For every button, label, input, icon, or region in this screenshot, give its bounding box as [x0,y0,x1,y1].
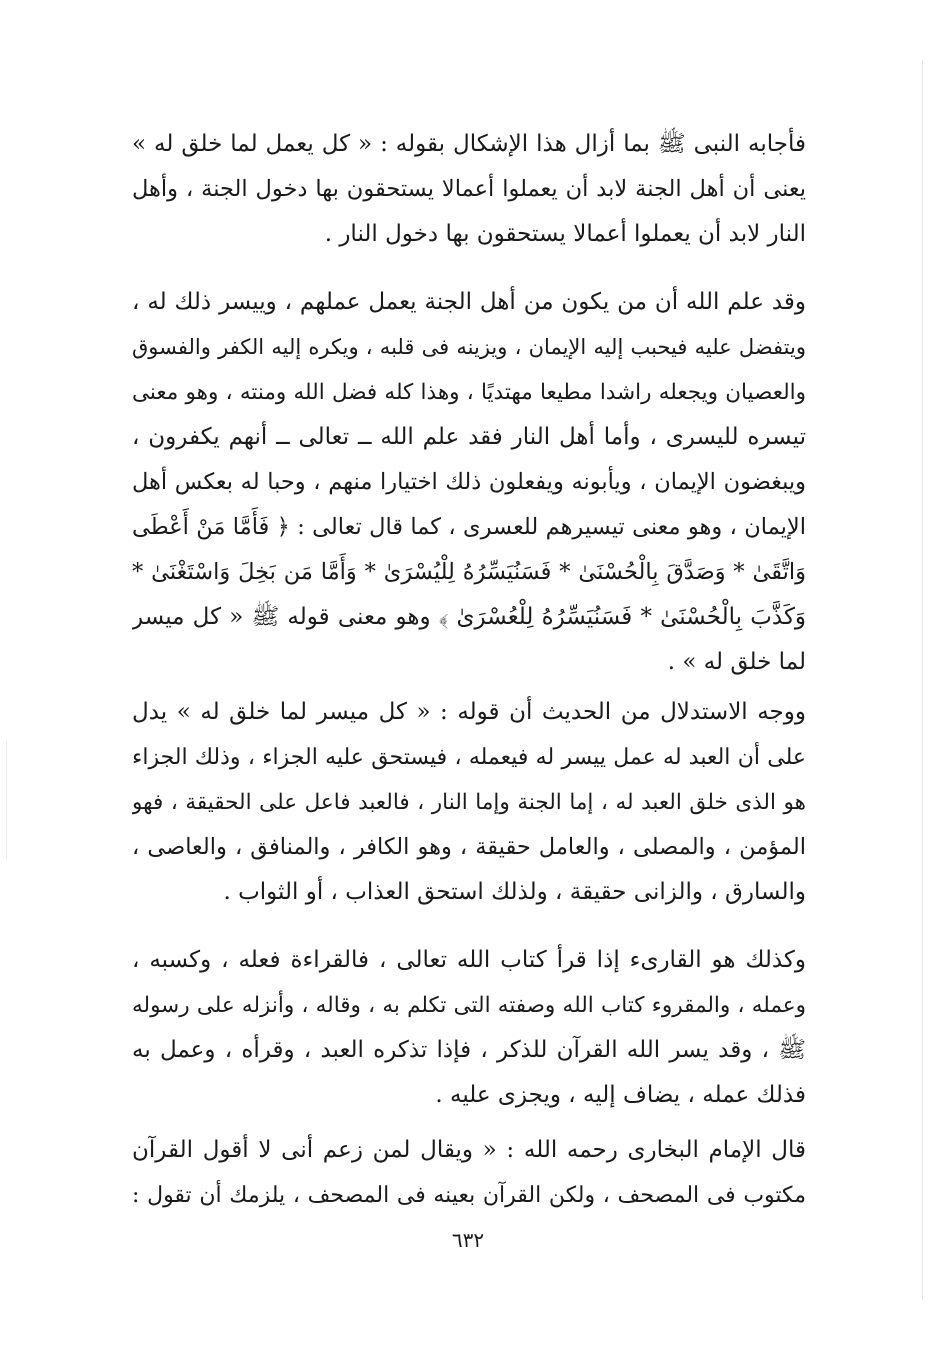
paragraph-5 [132,1128,806,1218]
text-line: ويتفضل عليه فيحبب إليه الإيمان ، ويزينه فى قلبه ، ويكره إليه الكفر والفسوق [132,335,806,359]
text-line: لما خلق له » . [667,649,806,675]
text-line: وكذلك هو القارىء إذا قرأ كتاب الله تعالى ، فالقراءة فعله ، وكسبه ، [132,947,806,973]
quran-verse-line: وَكَذَّبَ بِالْحُسْنَىٰ * فَسَنُيَسِّرُهُ لِلْعُسْرَىٰ ﴾ وهو معنى قوله ﷺ « كل ميسر [132,604,806,630]
text-line: والسارق ، والزانى حقيقة ، ولذلك استحق العذاب ، أو الثواب . [223,879,806,905]
paragraph-3 [132,690,806,915]
scan-edge-mark [6,740,7,860]
quran-verse-line: وَاتَّقَىٰ * وَصَدَّقَ بِالْحُسْنَىٰ * فَسَنُيَسِّرُهُ لِلْيُسْرَىٰ * وَأَمَّا مَن بَخِلَ وَاسْتَغْنَىٰ * [132,559,806,585]
scan-edge-line [922,60,923,1300]
text-line: والعصيان ويجعله راشدا مطيعا مهتديًا ، وهذا كله فضل الله ومنته ، وهو معنى [132,380,806,405]
page-number: ٦٣٢ [451,1228,485,1252]
text-line: على أن العبد له عمل ييسر له فيعمله ، فيستحق عليه الجزاء ، وذلك الجزاء [132,745,806,770]
paragraph-4 [132,938,806,1118]
text-line: قال الإمام البخارى رحمه الله : « ويقال لمن زعم أنى لا أقول القرآن [132,1137,806,1163]
paragraph-2 [132,280,806,685]
text-line: ويبغضون الإيمان ، ويأبونه ويفعلون ذلك اختيارا منهم ، وحبا له بعكس أهل [132,469,806,495]
text-line: الإيمان ، وهو معنى تيسيرهم للعسرى ، كما قال تعالى : ﴿ فَأَمَّا مَنْ أَعْطَى [132,514,806,540]
text-line: ووجه الاستدلال من الحديث أن قوله : « كل ميسر لما خلق له » يدل [132,699,806,725]
text-line: وعمله ، والمقروء كتاب الله وصفته التى تكلم به ، وقاله ، وأنزله على رسوله [132,993,806,1018]
text-line: وقد علم الله أن من يكون من أهل الجنة يعمل عملهم ، وييسر ذلك له ، [132,289,806,315]
paragraph-1 [132,122,806,257]
text-line: هو الذى خلق العبد له ، إما الجنة وإما النار ، فالعبد فاعل على الحقيقة ، فهو [132,790,806,815]
text-line: ﷺ ، وقد يسر الله القرآن للذكر ، فإذا تذكره العبد ، وقرأه ، وعمل به [132,1037,806,1063]
text-line: تيسره لليسرى ، وأما أهل النار فقد علم الله ــ تعالى ــ أنهم يكفرون ، [132,424,806,450]
text-line: يعنى أن أهل الجنة لابد أن يعملوا أعمالا يستحقون بها دخول الجنة ، وأهل [132,176,806,202]
text-line: فأجابه النبى ﷺ بما أزال هذا الإشكال بقوله : « كل يعمل لما خلق له » [132,131,806,157]
text-line: مكتوب فى المصحف ، ولكن القرآن بعينه فى المصحف ، يلزمك أن تقول : [132,1183,806,1208]
text-line: المؤمن ، والمصلى ، والعامل حقيقة ، وهو الكافر ، والمنافق ، والعاصى ، [132,834,806,860]
text-line: فذلك عمله ، يضاف إليه ، ويجزى عليه . [435,1082,806,1108]
text-line: النار لابد أن يعملوا أعمالا يستحقون بها دخول النار . [324,221,806,247]
